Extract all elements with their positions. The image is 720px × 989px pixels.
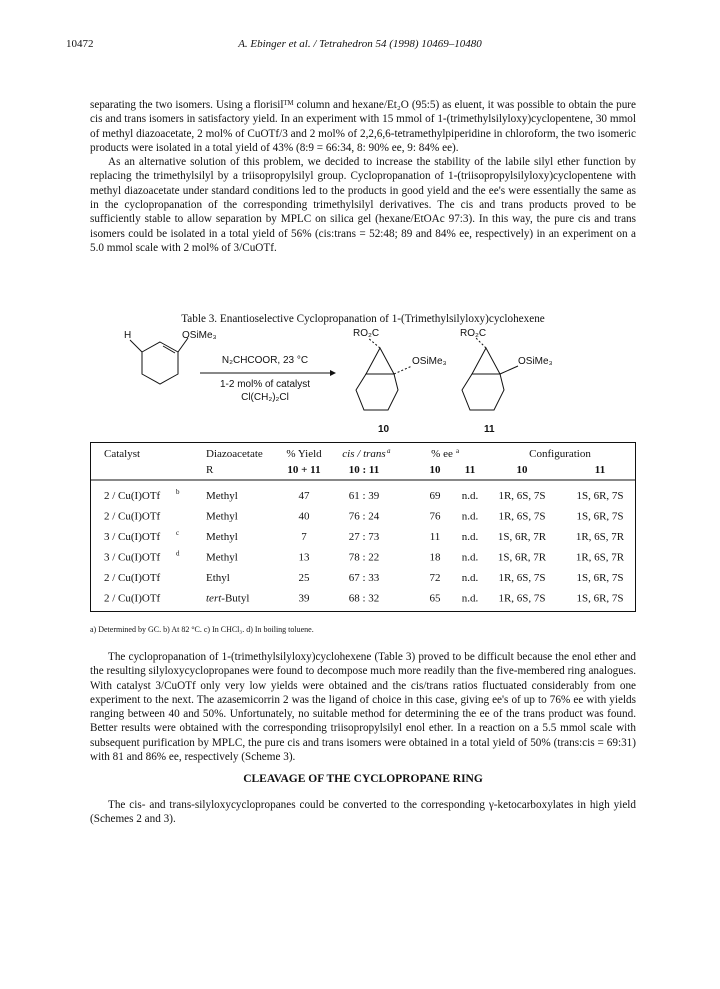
cell-ratio: 78 : 22 xyxy=(348,551,380,564)
cell-r: Ethyl xyxy=(206,572,230,584)
cell-cfg10: 1S, 6R, 7R xyxy=(497,551,547,564)
cell-catalyst: 2 / Cu(I)OTf xyxy=(104,592,161,605)
cell-cfg11: 1R, 6S, 7R xyxy=(575,551,625,564)
cell-r: Methyl xyxy=(206,551,238,564)
paragraph-4: The cis- and trans-silyloxycyclopropanes could be converted to the corresponding γ-ketocarboxylates in high yield (Schemes 2 and 3). xyxy=(90,799,636,826)
cell-ratio: 68 : 32 xyxy=(348,592,380,605)
cell-yield: 13 xyxy=(298,551,310,564)
condition-catalyst: 1-2 mol% of catalyst xyxy=(219,379,311,390)
cell-catalyst: 2 / Cu(I)OTf xyxy=(104,490,161,502)
cell-ee11: n.d. xyxy=(461,572,479,584)
body-text-bottom xyxy=(90,798,636,827)
cell-ratio: 61 : 39 xyxy=(348,490,380,502)
col-catalyst: Catalyst xyxy=(104,448,141,460)
cell-ee10: 11 xyxy=(429,531,441,543)
col-ee-10: 10 xyxy=(429,464,441,476)
osime3-label-11: OSiMe₃ xyxy=(518,356,553,367)
cell-yield: 40 xyxy=(298,510,310,523)
col-cfg-10: 10 xyxy=(516,464,528,476)
product-11-structure xyxy=(462,338,518,410)
cell-r: tert-Butyl xyxy=(206,592,250,605)
cell-ee10: 72 xyxy=(429,572,441,584)
condition-solvent: Cl(CH₂)₂Cl xyxy=(241,392,289,403)
cell-yield: 39 xyxy=(298,592,310,605)
cell-r: Methyl xyxy=(206,490,238,502)
page-number: 10472 xyxy=(66,38,94,50)
cell-ratio: 76 : 24 xyxy=(348,510,380,523)
cell-cfg10: 1R, 6S, 7S xyxy=(498,592,546,605)
osime3-label-start: OSiMe₃ xyxy=(182,330,217,341)
cell-ee10: 65 xyxy=(429,592,441,605)
cell-ee11: n.d. xyxy=(461,592,479,605)
compound-number-10: 10 xyxy=(378,424,390,435)
paragraph-3: The cyclopropanation of 1-(trimethylsilyloxy)cyclohexene (Table 3) proved to be difficult because the enol ether and the resulting silyloxycyclopropanes were found to decompose much more readily than the five-membered ring analogues. With catalyst 3/CuOTf only very low yields were obtained and the cis/trans ratios fluctuated considerably from one experiment to the next. The azasemicorrin 2 was the ligand of choice in this case, giving ee's of up to 76% ee with yields ranging between 40 and 50%. Unfortunately, no suitable method for determining the ee of the trans product was found. Better results were obtained with the corresponding triisopropylsilyl enol ether. In a reaction on a 5.5 mmol scale with subsequent purification by MPLC, the pure cis and trans isomers were obtained in a total yield of 50% (trans:cis = 69:31) with 81 and 86% ee, respectively (Scheme 3). xyxy=(90,651,636,764)
col-ee: % ee xyxy=(431,448,453,460)
compound-number-11: 11 xyxy=(484,424,495,435)
cell-yield: 25 xyxy=(298,572,310,584)
sup-ee: a xyxy=(456,447,460,455)
cell-catalyst: 2 / Cu(I)OTf xyxy=(104,572,161,584)
ro2c-label-10: RO₂C xyxy=(353,328,380,339)
col-cis-trans: cis / trans xyxy=(342,448,386,460)
product-10-structure xyxy=(356,338,412,410)
ro2c-label-11: RO₂C xyxy=(460,328,487,339)
cell-cfg10: 1R, 6S, 7S xyxy=(498,572,546,584)
paragraph-1: separating the two isomers. Using a florisilᵀᴹ column and hexane/Et₂O (95:5) as eluent, it was possible to obtain the pure cis and trans isomers in satisfactory yield. In an experiment with 15 mmol of 1-(trimethylsilyloxy)cyclopentene, 30 mmol of methyl diazoacetate, 2 mol% of CuOTf/3 and 2 mol% of 2,2,6,6-tetramethylpiperidine in chloroform, the two isomeric products were isolated in a total yield of 43% (8:9 = 66:34, 8: 90% ee, 9: 84% ee). xyxy=(90,99,636,154)
cell-ee11: n.d. xyxy=(461,490,479,502)
col-cfg-11: 11 xyxy=(594,464,606,476)
paragraph-2: As an alternative solution of this problem, we decided to increase the stability of the labile silyl ether function by replacing the trimethylsilyl by a triisopropylsilyl group. Cyclopropanation of 1-(triisopropylsilyloxy)cyclopentene with methyl diazoacetate under standard conditions led to the products in good yield and the ee's were essentially the same as in the cyclopropanation of the corresponding trimethylsilyl derivatives. The cis and trans products proved to be sufficiently stable to allow separation by MPLC on silica gel (hexane/EtOAc 97:3). In this way, the pure cis and trans isomers could be isolated in a total yield of 56% (cis:trans = 52:48; 89 and 84% ee, respectively) in an experiment on a 5.0 mmol scale with 2 mol% of 3/CuOTf. xyxy=(90,156,636,254)
col-diazoacetate: Diazoacetate xyxy=(206,448,263,460)
col-ee-11: 11 xyxy=(464,464,476,476)
col-yield: % Yield xyxy=(286,448,322,460)
section-heading: CLEAVAGE OF THE CYCLOPROPANE RING xyxy=(243,773,483,785)
condition-reagent: N₂CHCOOR, 23 °C xyxy=(221,355,309,366)
col-yield-sub: 10 + 11 xyxy=(287,464,321,476)
cell-ratio: 67 : 33 xyxy=(348,572,380,584)
cell-yield: 7 xyxy=(301,531,307,543)
col-r: R xyxy=(206,464,214,476)
reaction-scheme xyxy=(120,328,600,438)
osime3-label-10: OSiMe₃ xyxy=(412,356,447,367)
cell-footnote-mark: c xyxy=(176,529,180,537)
running-head: A. Ebinger et al. / Tetrahedron 54 (1998) 10469–10480 xyxy=(238,38,482,50)
cell-yield: 47 xyxy=(298,490,310,502)
cell-footnote-mark: d xyxy=(176,549,180,558)
page-header xyxy=(66,38,654,54)
cell-ee10: 18 xyxy=(429,551,441,564)
body-text-middle xyxy=(90,650,636,764)
starting-material-structure xyxy=(130,338,188,384)
cell-ee11: n.d. xyxy=(461,551,479,564)
cell-catalyst: 2 / Cu(I)OTf xyxy=(104,510,161,523)
cell-ratio: 27 : 73 xyxy=(348,531,380,543)
h-label: H xyxy=(124,330,132,341)
cell-ee11: n.d. xyxy=(461,510,479,523)
cell-catalyst: 3 / Cu(I)OTf xyxy=(104,531,161,543)
cell-ee10: 76 xyxy=(429,510,441,523)
table-caption: Table 3. Enantioselective Cyclopropanation of 1-(Trimethylsilyloxy)cyclohexene xyxy=(181,313,545,325)
cell-cfg10: 1S, 6R, 7R xyxy=(497,531,547,543)
cell-cfg11: 1R, 6S, 7R xyxy=(575,531,625,543)
cell-ee11: n.d. xyxy=(461,531,479,543)
col-configuration: Configuration xyxy=(529,448,591,460)
col-ratio-sub: 10 : 11 xyxy=(348,464,380,476)
cell-cfg11: 1S, 6R, 7S xyxy=(576,572,624,584)
cell-cfg10: 1R, 6S, 7S xyxy=(498,510,546,523)
cell-catalyst: 3 / Cu(I)OTf xyxy=(104,551,161,564)
cell-r: Methyl xyxy=(206,510,238,523)
cell-cfg10: 1R, 6S, 7S xyxy=(498,490,546,502)
cell-ee10: 69 xyxy=(429,490,441,502)
cell-r: Methyl xyxy=(206,531,238,543)
arrow-head-icon xyxy=(330,370,336,376)
cell-cfg11: 1S, 6R, 7S xyxy=(576,592,624,605)
results-table xyxy=(90,442,636,612)
table-footnote: a) Determined by GC. b) At 82 °C. c) In CHCl₃. d) In boiling toluene. xyxy=(90,625,314,634)
cell-cfg11: 1S, 6R, 7S xyxy=(576,510,624,523)
cell-footnote-mark: b xyxy=(176,488,180,496)
cell-cfg11: 1S, 6R, 7S xyxy=(576,490,624,502)
body-text-top xyxy=(90,98,636,255)
sup-cis-trans: a xyxy=(387,447,391,455)
